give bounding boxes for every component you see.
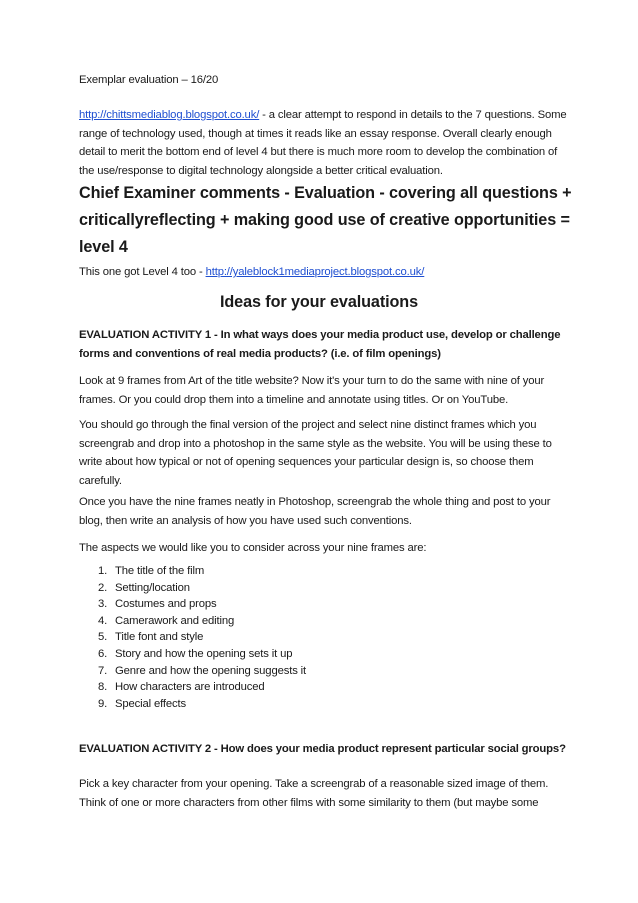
level4-line [79, 263, 569, 282]
pick-paragraph: Pick a key character from your opening. Take a screengrab of a reasonable sized image of them. Think of one or more characters from other films with some similarity to them (but maybe some [79, 778, 549, 809]
should-paragraph: You should go through the final version of the project and select nine distinct frames which you screengrab and drop into a photoshop in the same style as the website. You will be using these to write about how typical or not of opening sequences your particular design is, so choose them carefully. [79, 419, 552, 487]
list-item: 9. Special effects [98, 697, 187, 710]
list-item: 6. Story and how the opening sets it up [98, 647, 293, 660]
list-item: 1. The title of the film [98, 565, 205, 577]
once-paragraph: Once you have the nine frames neatly in Photoshop, screengrab the whole thing and post to your blog, then write an analysis of how you have used such conventions. [79, 496, 551, 527]
list-item: 2. Setting/location [98, 581, 190, 594]
list-item: 8. How characters are introduced [98, 681, 265, 694]
list-item: 5. Title font and style [98, 631, 204, 644]
ideas-title: Ideas for your evaluations [219, 293, 418, 311]
list-item: 7. Genre and how the opening suggests it [98, 664, 307, 677]
level4-text: This one got Level 4 too - [79, 266, 206, 278]
chief-examiner-heading: Chief Examiner comments - Evaluation - covering all questions + criticallyreflecting + making good use of creative opportunities = level 4 [79, 184, 572, 256]
aspects-list [79, 563, 306, 712]
look-paragraph: Look at 9 frames from Art of the title website? Now it's your turn to do the same with nine of your frames. Or you could drop them into a timeline and annotate using titles. Or on YouTube. [79, 375, 545, 406]
list-item: 4. Camerawork and editing [98, 614, 235, 627]
exemplar-paragraph [79, 106, 569, 180]
list-item: 3. Costumes and props [98, 598, 217, 611]
aspects-paragraph: The aspects we would like you to consider across your nine frames are: [79, 542, 427, 554]
exemplar-line: Exemplar evaluation – 16/20 [79, 74, 219, 86]
chittsmediablog-link[interactable]: http://chittsmediablog.blogspot.co.uk/ [79, 109, 260, 121]
activity-1-heading: EVALUATION ACTIVITY 1 - In what ways does your media product use, develop or challenge forms and conventions of real media products? (i.e. of film openings) [79, 329, 561, 360]
yaleblock-link[interactable]: http://yaleblock1mediaproject.blogspot.co.uk/ [205, 266, 425, 278]
activity-2-heading: EVALUATION ACTIVITY 2 - How does your media product represent particular social groups? [79, 743, 566, 755]
exemplar-comment: - a clear attempt to respond in details to the 7 questions. Some range of technology used, though at times it reads like an essay response. Overall clearly enough detail to merit the bottom end of level 4 but there is much more room to develop the combination of the use/response to digital technology alongside a better critical evaluation. [79, 109, 567, 177]
